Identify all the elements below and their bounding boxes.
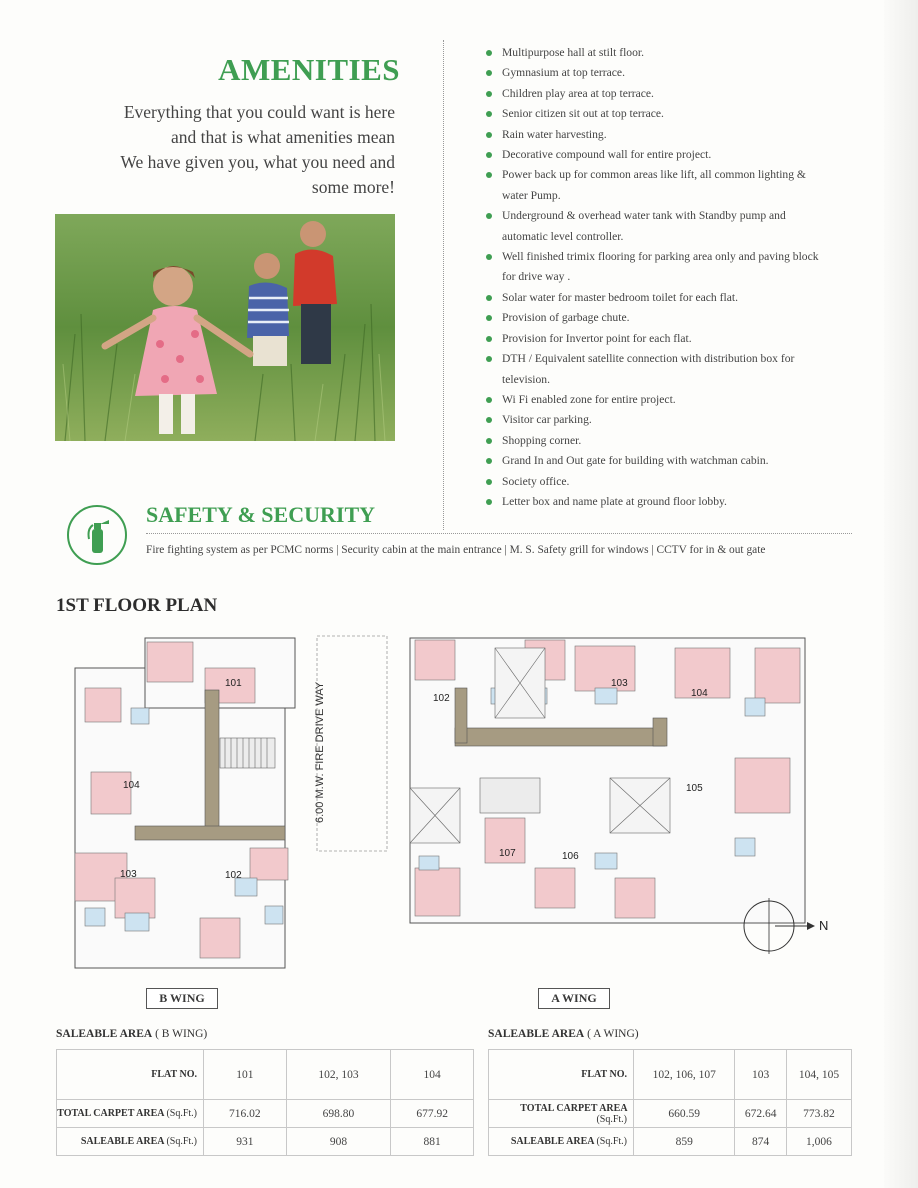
table-cell: 874 — [735, 1128, 786, 1156]
flat-number-label: 106 — [562, 851, 579, 862]
flat-number-label: 105 — [686, 783, 703, 794]
column-divider — [443, 40, 444, 530]
carpet-label-text: TOTAL CARPET AREA — [57, 1108, 164, 1119]
table-cell: 677.92 — [391, 1100, 474, 1128]
table-cell: 859 — [634, 1128, 735, 1156]
amenity-item: Wi Fi enabled zone for entire project. — [485, 390, 820, 410]
table-cell: 773.82 — [786, 1100, 851, 1128]
safety-title: SAFETY & SECURITY — [146, 502, 376, 527]
carpet-label-text: TOTAL CARPET AREA — [520, 1102, 627, 1114]
table-cell: 104, 105 — [786, 1050, 851, 1100]
table-row — [57, 1100, 474, 1128]
a-wing-label: A WING — [538, 988, 610, 1009]
saleable-area-label — [57, 1128, 204, 1156]
safety-features: Fire fighting system as per PCMC norms | Security cabin at the main entrance | M. S. Safety grill for windows | CCTV for in & out gate — [146, 544, 766, 556]
amenity-item: DTH / Equivalent satellite connection with distribution box for television. — [485, 349, 820, 390]
amenity-item: Letter box and name plate at ground floor lobby. — [485, 492, 820, 512]
page-edge — [884, 0, 918, 1188]
flat-number-label: 102 — [433, 693, 450, 704]
table-cell: 102, 106, 107 — [634, 1050, 735, 1100]
amenity-item: Underground & overhead water tank with Standby pump and automatic level controller. — [485, 206, 820, 247]
tagline-line: and that is what amenities mean — [170, 127, 395, 147]
table-cell: 102, 103 — [286, 1050, 391, 1100]
amenity-item: Children play area at top terrace. — [485, 84, 820, 104]
saleable-area-label — [489, 1128, 634, 1156]
saleable-a-heading-bold: SALEABLE AREA — [488, 1028, 585, 1040]
amenity-item: Well finished trimix flooring for parking area only and paving block for drive way . — [485, 247, 820, 288]
amenity-item: Grand In and Out gate for building with watchman cabin. — [485, 451, 820, 471]
saleable-b-heading — [56, 1028, 207, 1040]
table-row — [57, 1128, 474, 1156]
table-cell: 908 — [286, 1128, 391, 1156]
saleable-label-text: SALEABLE AREA — [510, 1136, 594, 1147]
amenity-item: Society office. — [485, 472, 820, 492]
amenities-title: AMENITIES — [218, 52, 400, 87]
floor-plan-drawing — [55, 628, 845, 973]
table-cell: 660.59 — [634, 1100, 735, 1128]
table-cell: 103 — [735, 1050, 786, 1100]
table-cell: 672.64 — [735, 1100, 786, 1128]
amenity-item: Provision for Invertor point for each flat. — [485, 329, 820, 349]
saleable-a-heading-wing: ( A WING) — [584, 1028, 639, 1040]
amenity-item: Rain water harvesting. — [485, 125, 820, 145]
table-cell: 1,006 — [786, 1128, 851, 1156]
flat-number-label: 103 — [120, 869, 137, 880]
flat-no-label: FLAT NO. — [57, 1050, 204, 1100]
floor-plan-title: 1ST FLOOR PLAN — [56, 595, 218, 616]
flat-number-label: 107 — [499, 848, 516, 859]
flat-no-label: FLAT NO. — [489, 1050, 634, 1100]
saleable-label-text: SALEABLE AREA — [80, 1136, 164, 1147]
unit-label: (Sq.Ft.) — [166, 1108, 197, 1119]
carpet-area-label — [489, 1100, 634, 1128]
amenity-item: Senior citizen sit out at top terrace. — [485, 104, 820, 124]
carpet-area-label — [57, 1100, 204, 1128]
amenities-list — [485, 43, 820, 512]
children-playing-photo — [55, 214, 395, 441]
table-cell: 716.02 — [204, 1100, 287, 1128]
tagline-line: Everything that you could want is here — [123, 102, 395, 122]
amenity-item: Multipurpose hall at stilt floor. — [485, 43, 820, 63]
flat-number-label: 102 — [225, 870, 242, 881]
section-divider — [146, 533, 852, 534]
tagline-line: some more! — [311, 177, 395, 197]
saleable-a-heading — [488, 1028, 639, 1040]
amenities-tagline — [55, 100, 395, 200]
table-row — [489, 1100, 852, 1128]
amenity-item: Visitor car parking. — [485, 410, 820, 430]
flat-number-label: 103 — [611, 678, 628, 689]
table-cell: 698.80 — [286, 1100, 391, 1128]
fire-extinguisher-icon — [67, 505, 127, 565]
table-row — [57, 1050, 474, 1100]
b-wing-label: B WING — [146, 988, 218, 1009]
tagline-line: We have given you, what you need and — [120, 152, 395, 172]
unit-label: (Sq.Ft.) — [596, 1113, 627, 1125]
north-label: N — [819, 918, 829, 933]
unit-label: (Sq.Ft.) — [166, 1136, 197, 1147]
amenity-item: Power back up for common areas like lift, all common lighting & water Pump. — [485, 165, 820, 206]
amenity-item: Decorative compound wall for entire project. — [485, 145, 820, 165]
fire-drive-way-label: 6.00 M.W. FIRE DRIVE WAY — [314, 681, 326, 823]
table-row — [489, 1128, 852, 1156]
saleable-b-heading-bold: SALEABLE AREA — [56, 1028, 153, 1040]
table-cell: 104 — [391, 1050, 474, 1100]
table-cell: 931 — [204, 1128, 287, 1156]
flat-number-label: 104 — [123, 780, 140, 791]
amenity-item: Provision of garbage chute. — [485, 308, 820, 328]
saleable-b-heading-wing: ( B WING) — [152, 1028, 208, 1040]
saleable-b-table — [56, 1049, 474, 1156]
flat-number-label: 101 — [225, 678, 242, 689]
amenity-item: Shopping corner. — [485, 431, 820, 451]
amenity-item: Solar water for master bedroom toilet for each flat. — [485, 288, 820, 308]
table-cell: 101 — [204, 1050, 287, 1100]
table-cell: 881 — [391, 1128, 474, 1156]
saleable-a-table — [488, 1049, 852, 1156]
table-row — [489, 1050, 852, 1100]
amenity-item: Gymnasium at top terrace. — [485, 63, 820, 83]
flat-number-label: 104 — [691, 688, 708, 699]
unit-label: (Sq.Ft.) — [596, 1136, 627, 1147]
